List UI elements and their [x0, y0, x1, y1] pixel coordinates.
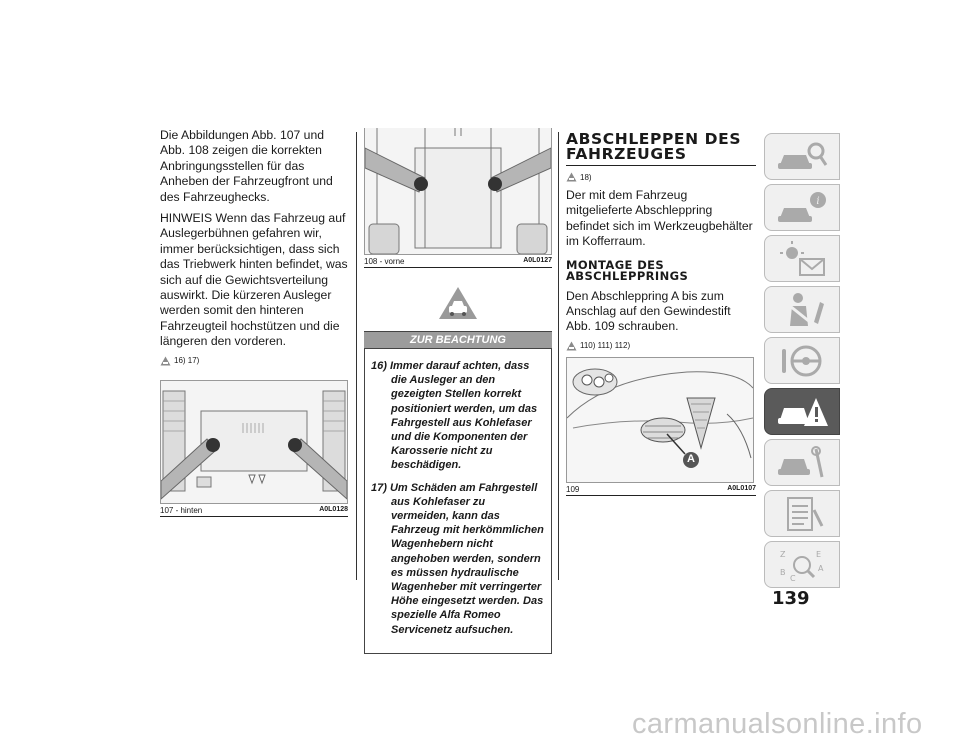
tab-knowing-the-car[interactable]	[764, 133, 840, 180]
right-column	[566, 132, 756, 496]
note-paragraph: HINWEIS Wenn das Fahrzeug auf Auslegerbühnen gefahren wir, immer berücksichtigen, dass sich das Triebwerk hinten befindet, was sich auf die Gewichtsverteilung auswirkt. Die kürzeren Ausleger werden somit den hinteren Fahrzeugteil hochstützen und die längeren den vorderen.	[160, 211, 348, 349]
tab-maintenance[interactable]	[764, 439, 840, 486]
page-number: 139	[772, 588, 810, 609]
watermark: carmanualsonline.info	[632, 708, 923, 740]
tab-warning-lights[interactable]	[764, 235, 840, 282]
steering-wheel-icon	[776, 343, 828, 379]
car-magnifier-icon	[776, 139, 828, 175]
data-list-icon	[776, 496, 828, 532]
subsection-heading: MONTAGE DES ABSCHLEPPRINGS	[566, 257, 689, 284]
figure-caption: 107 - hinten	[160, 505, 203, 515]
svg-text:i: i	[816, 195, 820, 207]
warning-triangle-icon	[566, 172, 577, 182]
svg-text:C: C	[790, 573, 796, 583]
towing-ring-image	[566, 357, 754, 483]
section-heading: ABSCHLEPPEN DES FAHRZEUGES	[566, 132, 756, 166]
car-info-icon	[776, 190, 828, 226]
caution-note-16: 16) Immer darauf achten, dass die Ausleger an den gezeigten Stellen korrekt positioniert werden, um das Fahrgestell aus Kohlefaser und die Komponenten der Karosserie nicht zu beschädigen.	[371, 360, 538, 472]
chapter-tabs	[764, 133, 840, 592]
car-maintenance-icon	[776, 445, 828, 481]
tab-in-an-emergency[interactable]	[764, 388, 840, 435]
svg-text:Z: Z	[780, 549, 786, 559]
figure-code: A0L0107	[727, 484, 756, 492]
seatbelt-person-icon	[776, 292, 828, 328]
warning-reference[interactable]: 18)	[566, 172, 756, 182]
mounting-paragraph: Den Abschleppring A bis zum Anschlag auf den Gewindestift Abb. 109 schrauben.	[566, 288, 731, 334]
left-column	[160, 128, 348, 517]
figure-code: A0L0127	[523, 257, 552, 264]
warning-reference[interactable]: 16) 17)	[160, 356, 348, 366]
figure-107	[160, 380, 348, 517]
caution-box	[364, 349, 552, 654]
intro-paragraph: Die Abbildungen Abb. 107 und Abb. 108 zeigen die korrekten Anbringungsstellen für das Anheben der Fahrzeugfront und des Fahrzeughecks.	[160, 128, 333, 204]
towing-paragraph: Der mit dem Fahrzeug mitgelieferte Abschleppring befindet sich im Werkzeugbehälter im Kofferraum.	[566, 188, 753, 249]
svg-text:A: A	[818, 563, 824, 573]
column-divider	[356, 132, 357, 580]
alphabet-index-icon	[776, 547, 828, 583]
column-divider	[558, 132, 559, 580]
svg-text:E: E	[816, 549, 822, 559]
figure-108	[364, 128, 552, 268]
car-emergency-icon	[776, 394, 828, 430]
front-lift-points-image	[364, 128, 552, 255]
svg-text:B: B	[780, 567, 786, 577]
tab-starting-driving[interactable]	[764, 337, 840, 384]
figure-caption: 109	[566, 484, 580, 494]
tab-instrument-panel[interactable]	[764, 184, 840, 231]
warning-triangle-icon	[566, 341, 577, 351]
middle-column	[364, 128, 552, 654]
figure-caption: 108 - vorne	[364, 257, 405, 266]
warning-lights-icon	[776, 241, 828, 277]
figure-code: A0L0128	[319, 505, 348, 513]
ring-label: A	[687, 452, 695, 465]
tab-technical-data[interactable]	[764, 490, 840, 537]
warning-triangle-icon	[160, 356, 171, 366]
car-warning-icon	[438, 286, 478, 320]
caution-title: ZUR BEACHTUNG	[364, 331, 552, 349]
figure-109	[566, 357, 756, 496]
warning-reference[interactable]: 110) 111) 112)	[566, 341, 756, 351]
rear-lift-points-image	[160, 380, 348, 504]
tab-index[interactable]	[764, 541, 840, 588]
caution-note-17: 17) Um Schäden am Fahrgestell aus Kohlefaser zu vermeiden, kann das Fahrzeug mit herkömmlichen Wagenhebern nicht angehoben werden, sondern es müssen hydraulische Wagenheber mit verringerter Höhe eingesetzt werden. Das spezielle Alfa Romeo Servicenetz aufsuchen.	[371, 481, 544, 636]
tab-safety[interactable]	[764, 286, 840, 333]
